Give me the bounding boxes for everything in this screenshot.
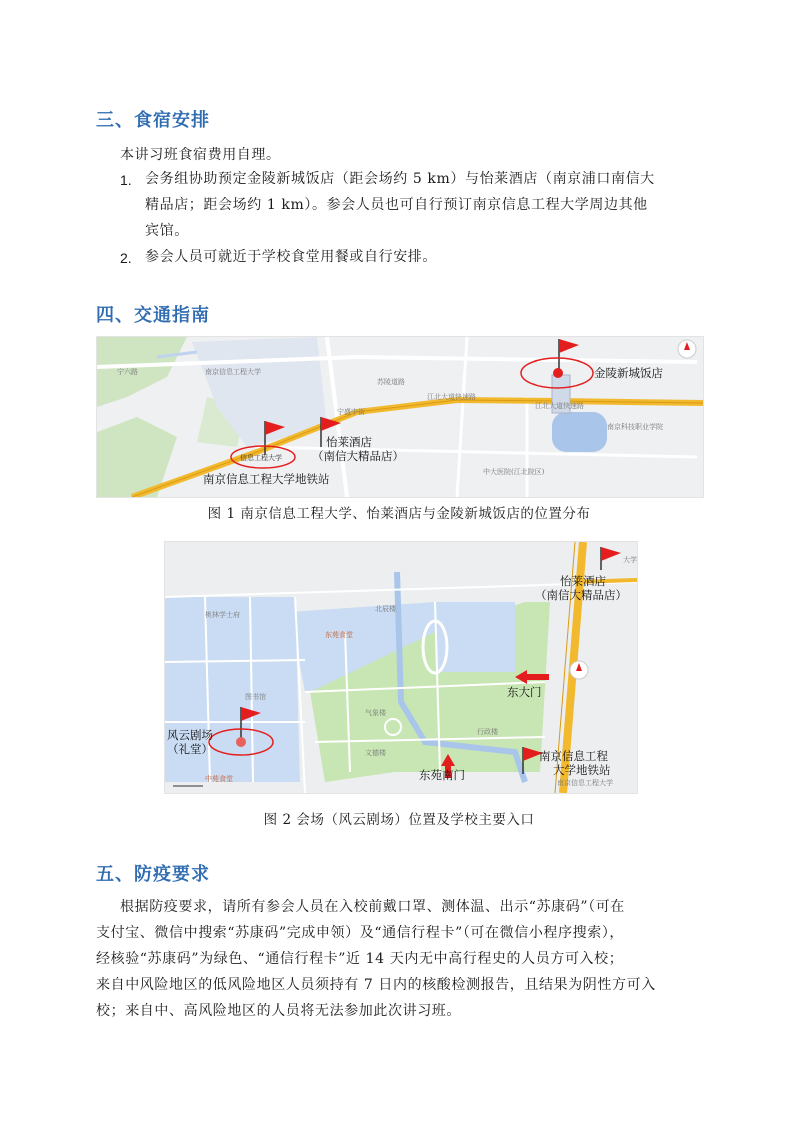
flag-icon	[321, 417, 341, 431]
section-heading-food-lodging: 三、食宿安排	[96, 110, 210, 131]
label-yilai-sub: （南信大精品店）	[535, 588, 627, 602]
list-number: 1.	[120, 172, 132, 188]
label-venue-sub: （礼堂）	[167, 742, 213, 756]
label-south-gate: 东苑南门	[419, 768, 465, 782]
epidemic-line: 支付宝、微信中搜索“苏康码”完成申领）及“通信行程卡”（可在微信小程序搜索），	[96, 925, 625, 941]
list-item-1-line1: 会务组协助预定金陵新城饭店（距会场约 5 km）与怡莱酒店（南京浦口南信大	[145, 171, 655, 187]
map-building: 气象楼	[365, 709, 386, 717]
map-building: 大学	[623, 556, 637, 564]
list-item-1-line2: 精品店；距会场约 1 km）。参会人员也可自行预订南京信息工程大学周边其他	[145, 197, 648, 213]
map-venue-entrances	[164, 541, 638, 794]
section-heading-transport: 四、交通指南	[96, 305, 210, 326]
map-poi: 苏陵道路	[377, 378, 405, 386]
map-poi: 信息工程大学	[240, 454, 282, 462]
label-east-gate: 东大门	[507, 685, 542, 699]
list-item-2: 参会人员可就近于学校食堂用餐或自行安排。	[145, 249, 437, 265]
figure-1-caption: 图 1 南京信息工程大学、怡莱酒店与金陵新城饭店的位置分布	[207, 506, 591, 522]
figure-2-caption: 图 2 会场（风云剧场）位置及学校主要入口	[263, 812, 535, 828]
label-yilai-hotel: 怡莱酒店	[560, 574, 606, 588]
epidemic-line: 经核验“苏康码”为绿色、“通信行程卡”近 14 天内无中高行程史的人员方可入校；	[96, 951, 624, 967]
list-item-1-line3: 宾馆。	[145, 223, 189, 239]
epidemic-line: 校；来自中、高风险地区的人员将无法参加此次讲习班。	[96, 1003, 461, 1019]
flag-icon	[601, 547, 621, 561]
arrow-left-icon	[515, 670, 549, 684]
map-building: 中苑食堂	[205, 775, 233, 783]
map-building: 南京信息工程大学	[557, 779, 613, 787]
map-poi: 南京科技职业学院	[607, 423, 663, 431]
flag-icon	[241, 707, 261, 721]
map-building: 桃林学士府	[205, 611, 240, 619]
map-campus-hotels	[96, 336, 704, 498]
label-metro-station: 南京信息工程大学地铁站	[203, 472, 330, 486]
list-number: 2.	[120, 250, 132, 266]
label-venue: 风云剧场	[167, 728, 213, 742]
map-building: 图书馆	[245, 693, 266, 701]
food-intro: 本讲习班食宿费用自理。	[120, 147, 281, 163]
epidemic-line: 来自中风险地区的低风险地区人员须持有 7 日内的核酸检测报告，且结果为阴性方可入	[96, 977, 656, 993]
flag-icon	[559, 339, 579, 353]
map-poi: 中大医院(江北院区)	[483, 468, 545, 476]
map-building: 东苑食堂	[325, 631, 353, 639]
label-yilai-hotel: 怡莱酒店	[326, 435, 372, 449]
label-metro-line1: 南京信息工程	[539, 749, 608, 763]
map-poi: 江北大道快速路	[427, 393, 476, 401]
map-poi: 宁盛中街	[337, 408, 365, 416]
map-poi: 江北大道快速路	[535, 402, 584, 410]
flag-icon	[265, 421, 285, 435]
map-poi: 南京信息工程大学	[205, 368, 261, 376]
map-poi: 宁六路	[117, 368, 138, 376]
map-1-markers	[97, 337, 703, 497]
label-metro-line2: 大学地铁站	[553, 763, 611, 777]
label-yilai-sub: （南信大精品店）	[312, 449, 404, 463]
label-jinling-hotel: 金陵新城饭店	[594, 366, 663, 380]
epidemic-line: 根据防疫要求，请所有参会人员在入校前戴口罩、测体温、出示“苏康码”（可在	[120, 899, 625, 915]
map-building: 行政楼	[477, 728, 498, 736]
map-building: 北辰楼	[375, 605, 396, 613]
map-building: 文德楼	[365, 749, 386, 757]
section-heading-epidemic: 五、防疫要求	[96, 864, 210, 885]
